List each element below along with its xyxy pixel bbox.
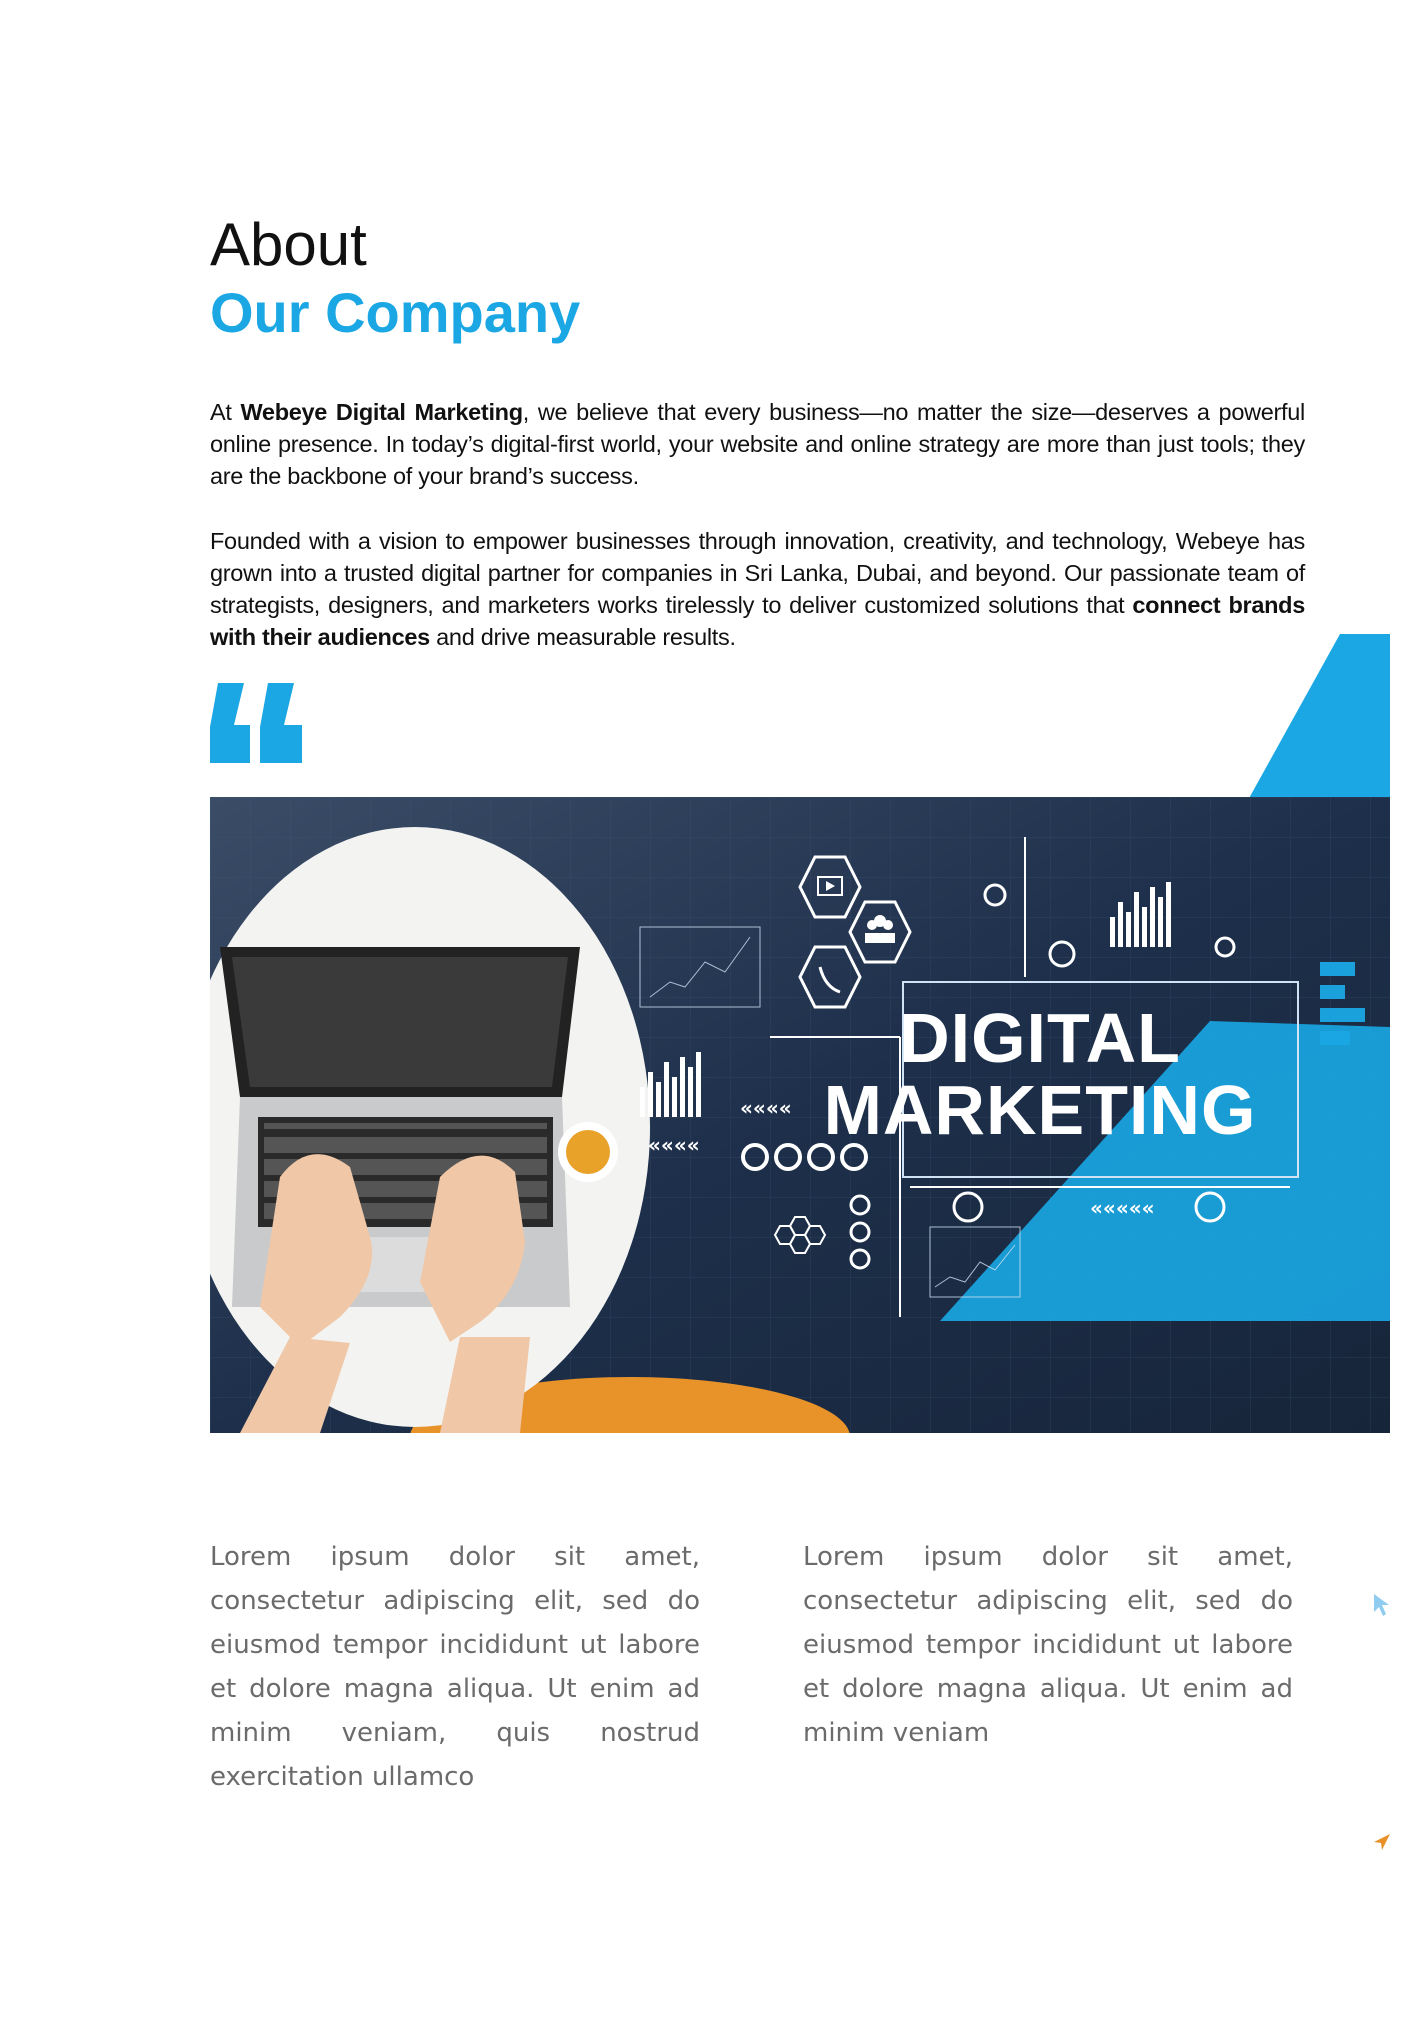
hero-image — [210, 797, 1390, 1433]
cursor-arrow-icon — [1372, 1592, 1392, 1618]
body-column-right: Lorem ipsum dolor sit amet, consectetur adipiscing elit, sed do eiusmod tempor incididunt ut labore et dolore magna aliqua. Ut enim ad minim veniam — [803, 1542, 1293, 1748]
cursor-orange-icon — [1372, 1832, 1392, 1852]
svg-text:«««««: ««««« — [1090, 1196, 1155, 1220]
banner-line-2: MARKETING — [823, 1071, 1257, 1149]
intro-paragraph-2: Founded with a vision to empower businesses through innovation, creativity, and technology, Webeye has grown into a trusted digital partner for companies in Sri Lanka, Dubai, and beyond. Our passionate team of strategists, designers, and marketers works tirelessly to deliver customized solutions that connect brands with their audiences and drive measurable results. — [210, 528, 1305, 650]
page-title-about: About — [210, 211, 367, 278]
hero-banner-text — [750, 999, 1330, 1149]
company-name: Webeye Digital Marketing — [240, 399, 523, 425]
page-title-company: Our Company — [210, 281, 581, 344]
quote-icon — [210, 683, 306, 763]
intro-paragraph-1: At Webeye Digital Marketing, we believe that every business—no matter the size—deserves a powerful online presence. In today’s digital-first world, your website and online strategy are more than just tools; they are the backbone of your brand’s success. — [210, 399, 1305, 489]
highlight-phrase: connect brands with their audiences — [210, 592, 1305, 650]
svg-text:««««: «««« — [740, 1096, 792, 1120]
svg-text:««««: «««« — [648, 1133, 700, 1157]
banner-line-1: DIGITAL — [899, 999, 1181, 1077]
body-column-left: Lorem ipsum dolor sit amet, consectetur adipiscing elit, sed do eiusmod tempor incididunt ut labore et dolore magna aliqua. Ut enim ad minim veniam, quis nostrud exercitation ullamco — [210, 1542, 700, 1792]
